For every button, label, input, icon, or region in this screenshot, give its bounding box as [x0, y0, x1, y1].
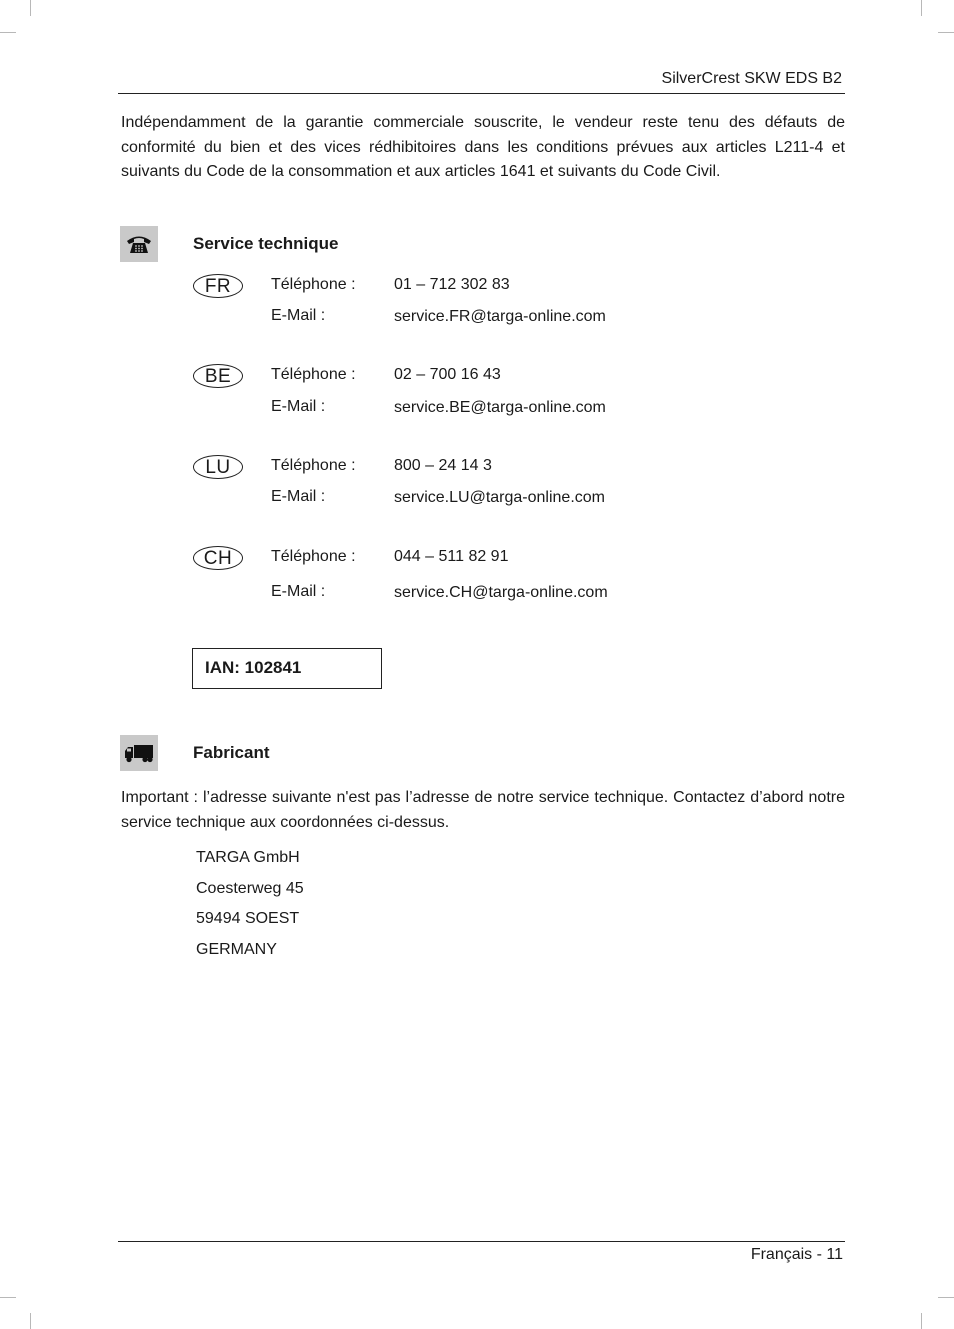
address-line: GERMANY	[196, 941, 277, 959]
country-badge: BE	[193, 364, 243, 388]
manufacturer-address	[196, 846, 304, 969]
manufacturer-section-title: Fabricant	[193, 743, 270, 762]
address-line: TARGA GmbH	[196, 849, 300, 866]
service-section-title: Service technique	[193, 234, 339, 253]
intro-paragraph: Indépendamment de la garantie commerciale souscrite, le vendeur reste tenu des défauts de conformité du bien et des vices rédhibitoires dans les conditions prévues aux articles L211-4 et suivants du Code de la consommation et aux articles 1641 et suivants du Code Civil.	[121, 114, 845, 180]
phone-label: Téléphone :	[271, 457, 356, 474]
phone-number: 044 – 511 82 91	[394, 548, 509, 565]
country-contact-fr	[193, 274, 793, 344]
country-badge: CH	[193, 546, 243, 570]
country-contact-ch	[193, 546, 793, 616]
email-label: E-Mail :	[271, 583, 326, 600]
email-address[interactable]: service.LU@targa-online.com	[394, 489, 605, 506]
address-line: 59494 SOEST	[196, 910, 300, 928]
country-badge: LU	[193, 455, 243, 479]
crop-mark	[0, 32, 16, 33]
email-address[interactable]: service.BE@targa-online.com	[394, 399, 606, 416]
crop-mark	[921, 0, 922, 16]
phone-number: 01 – 712 302 83	[394, 276, 510, 293]
email-label: E-Mail :	[271, 488, 326, 505]
important-note: Important : l’adresse suivante n'est pas l’adresse de notre service technique. Contactez d’abord notre service technique aux coordonnées ci-dessus.	[121, 789, 845, 831]
email-address[interactable]: service.FR@targa-online.com	[394, 308, 606, 325]
crop-mark	[30, 1313, 31, 1329]
header-divider	[118, 93, 845, 94]
crop-mark	[938, 1297, 954, 1298]
email-label: E-Mail :	[271, 307, 326, 324]
crop-mark	[0, 1297, 16, 1298]
footer-divider	[118, 1241, 845, 1242]
crop-mark	[938, 32, 954, 33]
phone-label: Téléphone :	[271, 276, 356, 293]
email-address[interactable]: service.CH@targa-online.com	[394, 584, 608, 601]
crop-mark	[921, 1313, 922, 1329]
telephone-icon	[120, 226, 158, 262]
truck-icon	[120, 735, 158, 771]
country-contact-lu	[193, 455, 793, 525]
address-line: Coesterweg 45	[196, 879, 304, 897]
phone-number: 800 – 24 14 3	[394, 457, 492, 474]
page-number: Français - 11	[750, 1246, 843, 1263]
email-label: E-Mail :	[271, 398, 326, 415]
crop-mark	[30, 0, 31, 16]
country-contact-be	[193, 364, 793, 434]
document-header-title: SilverCrest SKW EDS B2	[661, 70, 842, 87]
ian-box: IAN: 102841	[192, 648, 382, 689]
phone-number: 02 – 700 16 43	[394, 366, 501, 383]
phone-label: Téléphone :	[271, 366, 356, 383]
phone-label: Téléphone :	[271, 548, 356, 565]
country-badge: FR	[193, 274, 243, 298]
